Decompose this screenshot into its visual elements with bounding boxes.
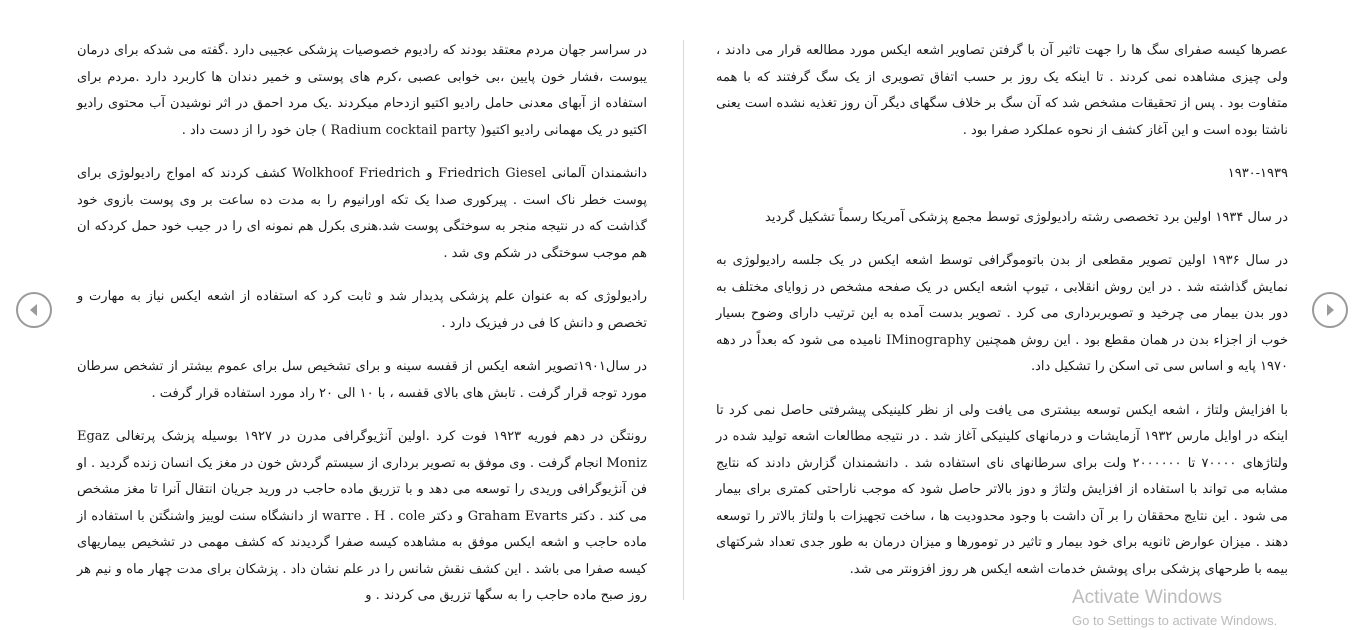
section-year-heading: ۱۹۳۰-۱۹۳۹ [1227,166,1288,181]
activate-windows-watermark [1072,586,1277,630]
left-paragraph: در سال۱۹۰۱تصویر اشعه ایکس از قفسه سینه و برای تشخیص سل برای عموم بیشتر از تشخص سرطان مورد توجه قرار گرفت . تابش های بالای قفسه ، با ۱۰ الی ۲۰ راد مورد استفاده قرار گرفت . [77,359,647,401]
right-paragraph: در سال ۱۹۳۶ اولین تصویر مقطعی از بدن باتوموگرافی توسط اشعه ایکس در یک جلسه رادیولوژی به نمایش گذاشته شد . در این روش انقلابی ، تیوپ اشعه ایکس در یک صفحه مشخص در زوایای مختلف به دور بدن بیمار می چرخید و تصویربرداری می کرد . تصویر بدست آمده به این ترتیب دارای وضوح بسیار خوب از اجزاء بدن در همان مقطع بود . این روش همچنین IMinography نامیده می شود که بعداً در دهه ۱۹۷۰ پایه و اساس سی تی اسکن را تشکیل داد. [716,253,1288,374]
nav-prev-button[interactable] [16,292,52,328]
right-paragraph: عصرها کیسه صفرای سگ ها را جهت تاثیر آن با گرفتن تصاویر اشعه ایکس مورد مطالعه قرار می دادند ، ولی چیزی مشاهده نمی کردند . تا اینکه یک روز بر حسب اتفاق تصویری از یک سگ گرفتند که با همه متفاوت بود . پس از تحقیقات مشخص شد که آن سگ بر خلاف سگهای دیگر آن روز تغذیه نشده است یعنی ناشتا بوده است و این آغاز کشف از نحوه عملکرد صفرا بود . [716,43,1288,138]
left-paragraph: دانشمندان آلمانی Friedrich Giesel و Wolkhoof Friedrich کشف کردند که امواج رادیولوژی برای پوست خطر ناک است . پیرکوری صدا یک تکه اورانیوم را به مدت ده ساعت بر وی پوست بازوی خود گذاشت که در نتیجه منجر به سوختگی پوست شد.هنری بکرل هم نمونه ای را در جیب خود حمل کردکه ان هم موجب سوختگی در شکم وی شد . [77,166,647,261]
left-paragraph: رادیولوژی که به عنوان علم پزشکی پدیدار شد و ثابت کرد که استفاده از اشعه ایکس نیاز به مهارت و تخصص و دانش کا فی در فیزیک دارد . [77,289,647,331]
book-page-left [77,38,647,627]
book-page-right [716,38,1288,600]
chevron-left-icon [26,302,42,318]
left-paragraph: رونتگن در دهم فوریه ۱۹۲۳ فوت کرد .اولین آنژیوگرافی مدرن در ۱۹۲۷ بوسیله پزشک پرتغالی Egaz Moniz انجام گرفت . وی موفق به تصویر برداری از سیستم گردش خون در مغز یک انسان زنده گردید . او فن آنژیوگرافی وریدی را توسعه می دهد و با تزریق ماده حاجب در ورید جریان انتقال آنرا تا مغز مشخص می کند . دکتر Graham Evarts و دکتر warre . H . cole از دانشگاه سنت لوییز واشنگتن با استفاده از ماده حاجب و اشعه ایکس موفق به مشاهده کیسه صفرا گردیدند که کشف مهمی در تشخیص بیماریهای کیسه صفرا می باشد . این کشف نقش شانس را در علم نشان داد . پزشکان برای مدت چهار ماه و نیم هر روز صبح ماده حاجب را به سگها تزریق می کردند . و [77,429,647,603]
page-divider [683,40,684,600]
right-paragraph: با افزایش ولتاژ ، اشعه ایکس توسعه بیشتری می یافت ولی از نظر کلینیکی پیشرفتی حاصل نمی کرد تا اینکه در اوایل مارس ۱۹۳۲ آزمایشات و درمانهای کلینیکی آغاز شد . در نتیجه مطالعات اشعه تولید شده در ولتاژهای ۷۰۰۰۰ تا ۲۰۰۰۰۰۰ ولت برای سرطانهای نای استفاده شد . دانشمندان گزارش دادند که نتایج مشابه می تواند با استفاده از افزایش ولتاژ و دوز بالاتر حاصل شود که موجب ناراحتی کمتری برای بیمار می شود . این نتایج محققان را بر آن داشت با وجود محدودیت ها ، ساخت تجهیزات با ولتاژ بالاتر را توسعه دهند . میزان عوارض ثانویه برای خود بیمار و تاثیر در تومورها و میزان درمان به طور جدی تعداد شرکتهای بیمه با طرحهای پزشکی برای پوشش خدمات اشعه ایکس هر روز افزونتر می شد. [716,402,1289,577]
chevron-right-icon [1322,302,1338,318]
right-paragraph: در سال ۱۹۳۴ اولین برد تخصصی رشته رادیولوژی توسط مجمع پزشکی آمریکا رسماً تشکیل گردید [765,209,1288,225]
left-paragraph: در سراسر جهان مردم معتقد بودند که رادیوم خصوصیات پزشکی عجیبی دارد .گفته می شدکه برای درمان یبوست ،فشار خون پایین ،بی خوابی عصبی ،کرم های پوستی و خمیر دندان ها کاربرد دارد .مردم برای استفاده از آبهای معدنی حامل رادیو اکتیو ازدحام میکردند .یک مرد احمق در اثر نوشیدن آب محتوی رادیو اکتیو در یک مهمانی رادیو اکتیو( Radium cocktail party ) جان خود را از دست داد . [77,43,647,138]
watermark-title: Activate Windows [1072,587,1222,608]
nav-next-button[interactable] [1312,292,1348,328]
watermark-subtitle: Go to Settings to activate Windows. [1072,613,1278,628]
